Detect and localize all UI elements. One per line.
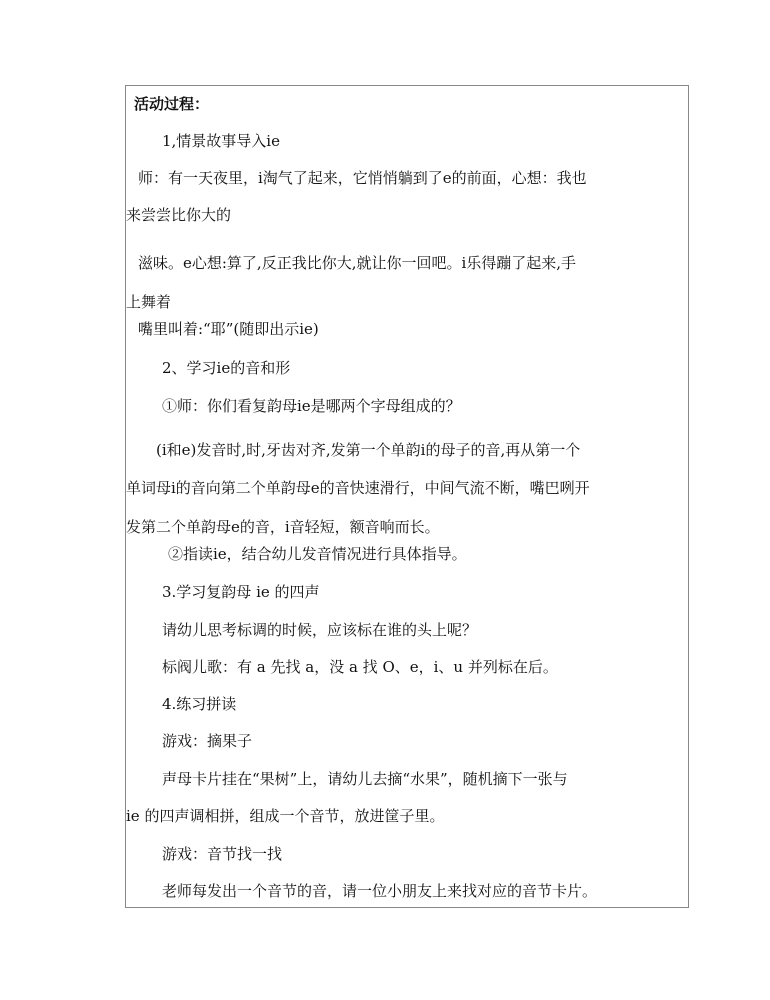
- paragraph-line: 师：有一天夜里，i淘气了起来，它悄悄躺到了e的前面，心想：我也: [138, 169, 587, 187]
- paragraph-line: 标阀儿歌：有 a 先找 a，没 a 找 O、e，i、u 并列标在后。: [162, 658, 558, 676]
- paragraph-line: 游戏：音节找一找: [162, 845, 283, 863]
- paragraph-line: ②指读ie，结合幼儿发音情况进行具体指导。: [168, 545, 467, 563]
- paragraph-line: 游戏：摘果子: [162, 732, 253, 750]
- paragraph-line: 嘴里叫着:“耶”(随即出示ie): [138, 320, 319, 338]
- paragraph-line: 4.练习拼读: [162, 695, 237, 713]
- activity-process-box: [125, 85, 689, 908]
- paragraph-line: 单词母i的音向第二个单韵母e的音快速滑行，中间气流不断，嘴巴咧开: [126, 479, 590, 497]
- paragraph-line: 来尝尝比你大的: [126, 206, 232, 224]
- paragraph-line: 滋味。e心想:算了,反正我比你大,就让你一回吧。i乐得蹦了起来,手: [138, 254, 577, 272]
- paragraph-line: 2、学习ie的音和形: [162, 359, 291, 377]
- paragraph-line: ie 的四声调相拼，组成一个音节，放进筐子里。: [126, 807, 445, 825]
- paragraph-line: 声母卡片挂在“果树”上，请幼儿去摘“水果”，随机摘下一张与: [162, 770, 568, 788]
- paragraph-line: 请幼儿思考标调的时候，应该标在谁的头上呢？: [162, 621, 478, 639]
- paragraph-line: ①师：你们看复韵母ie是哪两个字母组成的？: [162, 397, 461, 415]
- paragraph-line: 发第二个单韵母e的音，i音轻短，额音响而长。: [126, 518, 440, 536]
- paragraph-line: 1,情景故事导入ie: [162, 132, 280, 150]
- section-title: 活动过程：: [134, 95, 210, 113]
- paragraph-line: 老师每发出一个音节的音，请一位小朋友上来找对应的音节卡片。: [162, 882, 598, 900]
- paragraph-line: (i和e)发音时,时,牙齿对齐,发第一个单韵i的母子的音,再从第一个: [156, 441, 581, 459]
- paragraph-line: 3.学习复韵母 ie 的四声: [162, 583, 320, 601]
- paragraph-line: 上舞着: [126, 293, 172, 311]
